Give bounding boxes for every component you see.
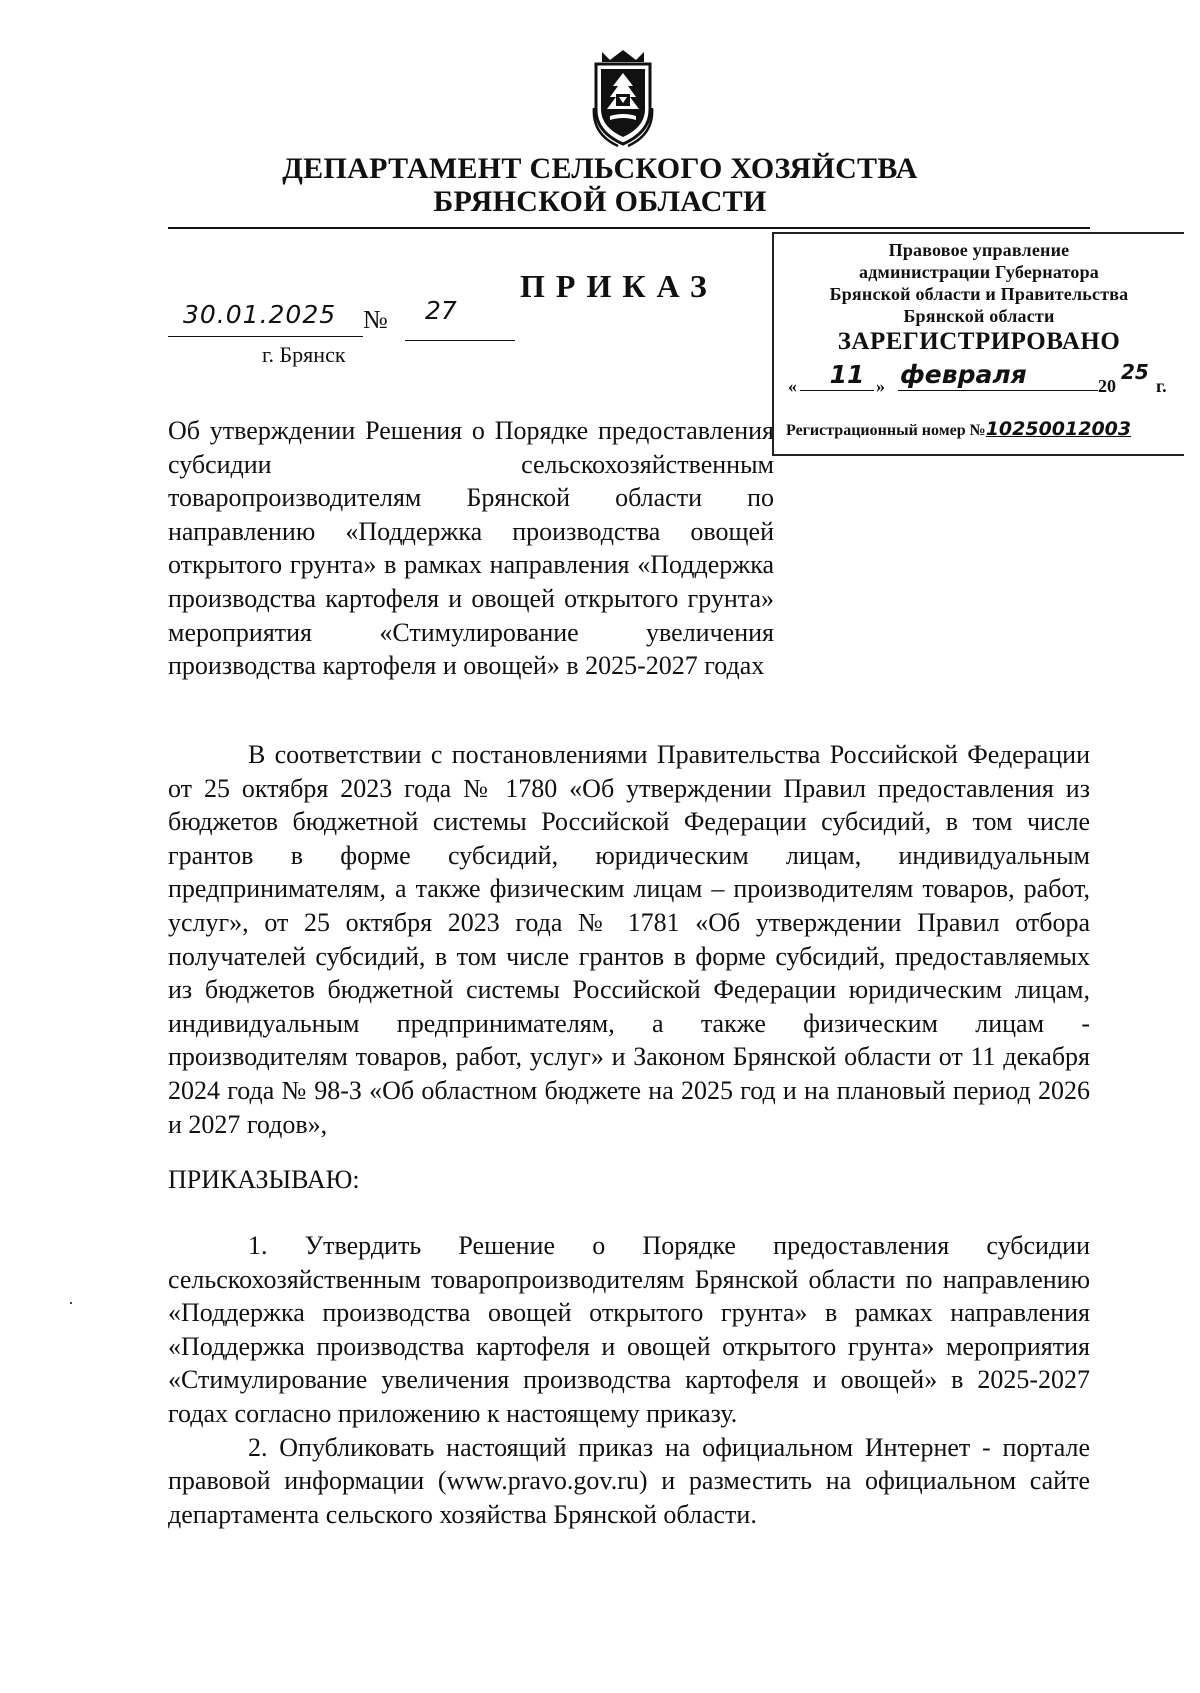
registration-stamp [772, 232, 1184, 456]
stamp-month: февраля [900, 360, 1027, 389]
order-number: 27 [425, 296, 457, 325]
stamp-year-prefix: 20 [1098, 376, 1116, 396]
document-title: ПРИКАЗ [520, 268, 718, 304]
department-name-line1: ДЕПАРТАМЕНТ СЕЛЬСКОГО ХОЗЯЙСТВА [282, 152, 918, 185]
stamp-line-2: администрации Губернатора [859, 262, 1099, 282]
order-verb: ПРИКАЗЫВАЮ: [168, 1165, 360, 1194]
stamp-year-suffix: г. [1156, 376, 1167, 396]
order-subject: Об утверждении Решения о Порядке предоставления субсидии сельскохозяйственным товаропроизводителям Брянской области по направлению «Поддержка производства овощей открытого грунта» в рамках направления «Поддержка производства картофеля и овощей открытого грунта» мероприятия «Стимулирование увеличения производства картофеля и овощей» в 2025-2027 годах [168, 416, 774, 681]
stamp-year: 25 [1121, 360, 1149, 384]
number-sign: № [363, 305, 388, 334]
stamp-quote-close: » [876, 376, 885, 396]
date-underline [168, 336, 363, 337]
number-underline [405, 340, 515, 341]
scan-speck [70, 1302, 72, 1304]
stamp-date [788, 360, 1183, 400]
stamp-quote-open: « [788, 376, 797, 396]
order-item: 2. Опубликовать настоящий приказ на официальном Интернет - портале правовой информации (www.pravo.gov.ru) и разместить на официальном сайте департамента сельского хозяйства Брянской области. [168, 1432, 1090, 1529]
order-item: 1. Утвердить Решение о Порядке предоставления субсидии сельскохозяйственным товаропроизводителям Брянской области по направлению «Поддержка производства овощей открытого грунта» в рамках направления «Поддержка производства картофеля и овощей открытого грунта» мероприятия «Стимулирование увеличения производства картофеля и овощей» в 2025-2027 годах согласно приложению к настоящему приказу. [168, 1231, 1090, 1428]
city: г. Брянск [262, 342, 346, 367]
department-name-line2: БРЯНСКОЙ ОБЛАСТИ [433, 185, 767, 218]
stamp-reg-number: 10250012003 [985, 418, 1132, 440]
stamp-line-3: Брянской области и Правительства [829, 284, 1129, 304]
order-items [168, 1229, 1090, 1531]
stamp-day-underline [800, 390, 874, 391]
coat-of-arms-emblem [588, 48, 658, 148]
stamp-registration-number [786, 418, 1184, 440]
preamble-paragraph: В соответствии с постановлениями Правительства Российской Федерации от 25 октября 2023 года № 1780 «Об утверждении Правил предоставления из бюджетов бюджетной системы Российской Федерации субсидий, в том числе грантов в форме субсидий, юридическим лицам, индивидуальным предпринимателям, а также физическим лицам – производителям товаров, работ, услуг», от 25 октября 2023 года № 1781 «Об утверждении Правил отбора получателей субсидий, в том числе грантов в форме субсидий, предоставляемых из бюджетов бюджетной системы Российской Федерации юридическим лицам, индивидуальным предпринимателям, а также физическим лицам - производителям товаров, работ, услуг» и Законом Брянской области от 11 декабря 2024 года № 98-З «Об областном бюджете на 2025 год и на плановый период 2026 и 2027 годов», [168, 740, 1090, 1139]
header-divider [168, 227, 1090, 229]
stamp-line-4: Брянской области [903, 306, 1055, 326]
stamp-month-underline [898, 390, 1098, 391]
order-date: 30.01.2025 [183, 300, 337, 329]
stamp-reg-label: Регистрационный номер № [786, 422, 986, 439]
stamp-day: 11 [829, 360, 865, 389]
stamp-line-1: Правовое управление [888, 240, 1070, 260]
stamp-status: ЗАРЕГИСТРИРОВАНО [837, 328, 1121, 355]
